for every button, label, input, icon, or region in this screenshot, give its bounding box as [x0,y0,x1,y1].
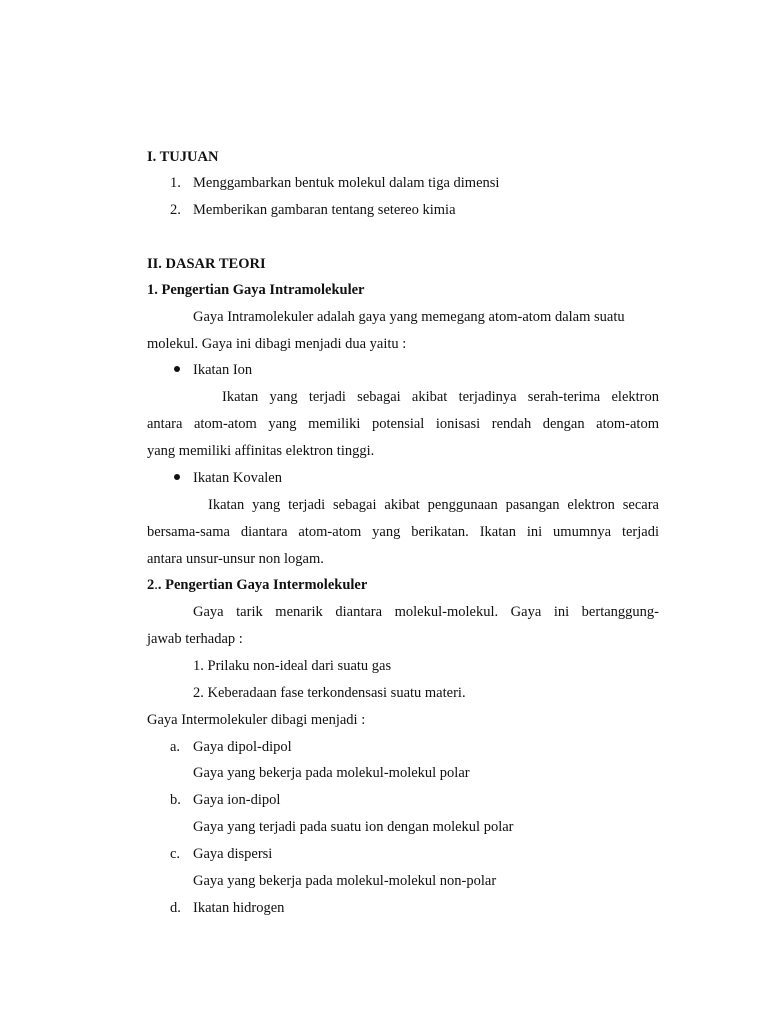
section-heading-dasar-teori: II. DASAR TEORI [147,256,266,272]
bullet-icon [174,366,180,372]
numbered-point: 2. Keberadaan fase terkondensasi suatu materi. [193,685,466,701]
subsection-heading-intramolekuler: 1. Pengertian Gaya Intramolekuler [147,282,365,298]
paragraph-line: Gaya Intermolekuler dibagi menjadi : [147,712,366,728]
list-number: 2. [170,202,181,218]
bullet-item-label: Ikatan Ion [193,362,253,378]
paragraph-line: Gaya tarik menarik diantara molekul-molekul. Gaya ini bertanggung- [193,604,659,620]
paragraph-line: jawab terhadap : [147,631,243,647]
paragraph-line: Ikatan yang terjadi sebagai akibat terjadinya serah-terima elektron [222,389,659,405]
type-description: Gaya yang bekerja pada molekul-molekul non-polar [193,873,497,889]
list-letter: a. [170,739,181,755]
bullet-icon [174,474,180,480]
bullet-item-label: Ikatan Kovalen [193,470,282,486]
paragraph-line: bersama-sama diantara atom-atom yang berikatan. Ikatan ini umumnya terjadi [147,524,659,540]
type-description: Gaya yang terjadi pada suatu ion dengan molekul polar [193,819,514,835]
paragraph-line: Gaya Intramolekuler adalah gaya yang memegang atom-atom dalam suatu [193,309,625,325]
list-item: Menggambarkan bentuk molekul dalam tiga dimensi [193,175,500,191]
list-letter: d. [170,900,181,916]
list-letter: c. [170,846,181,862]
paragraph-line: antara atom-atom yang memiliki potensial ionisasi rendah dengan atom-atom [147,416,659,432]
list-letter: b. [170,792,181,808]
list-number: 1. [170,175,181,191]
paragraph-line: antara unsur-unsur non logam. [147,551,324,567]
subsection-heading-intermolekuler: 2.. Pengertian Gaya Intermolekuler [147,577,368,593]
type-name: Ikatan hidrogen [193,900,285,916]
section-heading-tujuan: I. TUJUAN [147,149,219,165]
type-name: Gaya dipol-dipol [193,739,292,755]
paragraph-line: molekul. Gaya ini dibagi menjadi dua yaitu : [147,336,407,352]
type-name: Gaya ion-dipol [193,792,281,808]
paragraph-line: yang memiliki affinitas elektron tinggi. [147,443,375,459]
list-item: Memberikan gambaran tentang setereo kimia [193,202,456,218]
type-description: Gaya yang bekerja pada molekul-molekul polar [193,765,470,781]
type-name: Gaya dispersi [193,846,273,862]
subsection-heading-number: 2 [147,577,155,593]
paragraph-line: Ikatan yang terjadi sebagai akibat penggunaan pasangan elektron secara [208,497,659,513]
numbered-point: 1. Prilaku non-ideal dari suatu gas [193,658,392,674]
subsection-heading-text: . Pengertian Gaya Intermolekuler [157,577,368,593]
